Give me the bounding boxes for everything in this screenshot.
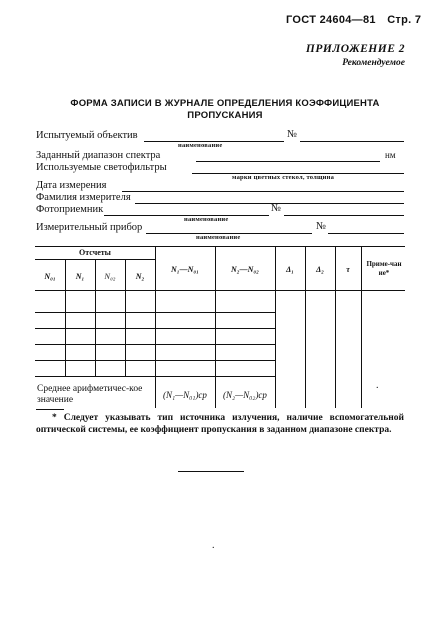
filters-label: Используемые светофильтры xyxy=(36,162,167,173)
surname-label: Фамилия измерителя xyxy=(36,192,131,203)
date-label: Дата измерения xyxy=(36,180,107,191)
date-line[interactable] xyxy=(122,191,404,192)
mean-n2: (N₂—N₀₂)ср xyxy=(223,390,267,400)
lens-number-line[interactable] xyxy=(300,141,404,142)
standard-number: ГОСТ 24604—81 xyxy=(286,14,376,26)
receiver-label: Фотоприемник xyxy=(36,204,104,215)
lens-no-label: № xyxy=(287,129,298,140)
appendix-title: ПРИЛОЖЕНИЕ 2 xyxy=(305,43,405,55)
lens-caption: наименование xyxy=(178,142,223,149)
range-unit: нм xyxy=(385,150,396,160)
lens-label: Испытуемый объектив xyxy=(36,130,138,141)
range-line[interactable] xyxy=(196,161,380,162)
readings-header: Отсчеты xyxy=(79,248,111,257)
receiver-number-line[interactable] xyxy=(284,215,404,216)
col-note: Приме-чание* xyxy=(366,260,402,277)
footnote: * Следует указывать тип источника излучения, наличие вспомогательной оптической системы, ее коэффициент пропускания в заданном диапазоне спектра. xyxy=(36,413,404,435)
mean-dot: . xyxy=(376,380,379,391)
device-no-label: № xyxy=(316,221,327,232)
appendix-status: Рекомендуемое xyxy=(342,58,405,68)
col-n2: N₂ xyxy=(135,272,145,281)
standard-header xyxy=(286,14,421,26)
receiver-caption: наименование xyxy=(184,216,229,223)
col-n2-minus-n02: N₂—N₀₂ xyxy=(231,265,259,274)
device-label: Измерительный прибор xyxy=(36,222,143,233)
receiver-no-label: № xyxy=(271,203,282,214)
device-number-line[interactable] xyxy=(328,233,404,234)
bottom-dot: . xyxy=(212,540,215,551)
col-delta1: Δ₁ xyxy=(286,265,294,274)
col-n1: N₁ xyxy=(75,272,85,281)
footnote-rule xyxy=(36,409,64,410)
col-n02: N₀₂ xyxy=(104,272,116,281)
end-rule xyxy=(178,471,244,472)
col-tau: τ xyxy=(346,265,350,274)
col-n01: N₀₁ xyxy=(44,272,56,281)
measurement-table xyxy=(35,246,405,408)
mean-n1: (N₁—N₀₁)ср xyxy=(163,390,207,400)
filters-caption: марки цветных стекол, толщина xyxy=(232,174,335,181)
form-title: ФОРМА ЗАПИСИ В ЖУРНАЛЕ ОПРЕДЕЛЕНИЯ КОЭФФИЦИЕНТА ПРОПУСКАНИЯ xyxy=(70,98,380,121)
col-n1-minus-n01: N₁—N₀₁ xyxy=(171,265,199,274)
mean-label: Среднее арифметичес-кое значение xyxy=(37,384,143,405)
device-caption: наименование xyxy=(196,234,241,241)
range-label: Заданный диапазон спектра xyxy=(36,150,161,161)
page-number: Стр. 7 xyxy=(387,14,422,26)
surname-line[interactable] xyxy=(135,203,404,204)
col-delta2: Δ₂ xyxy=(316,265,324,274)
